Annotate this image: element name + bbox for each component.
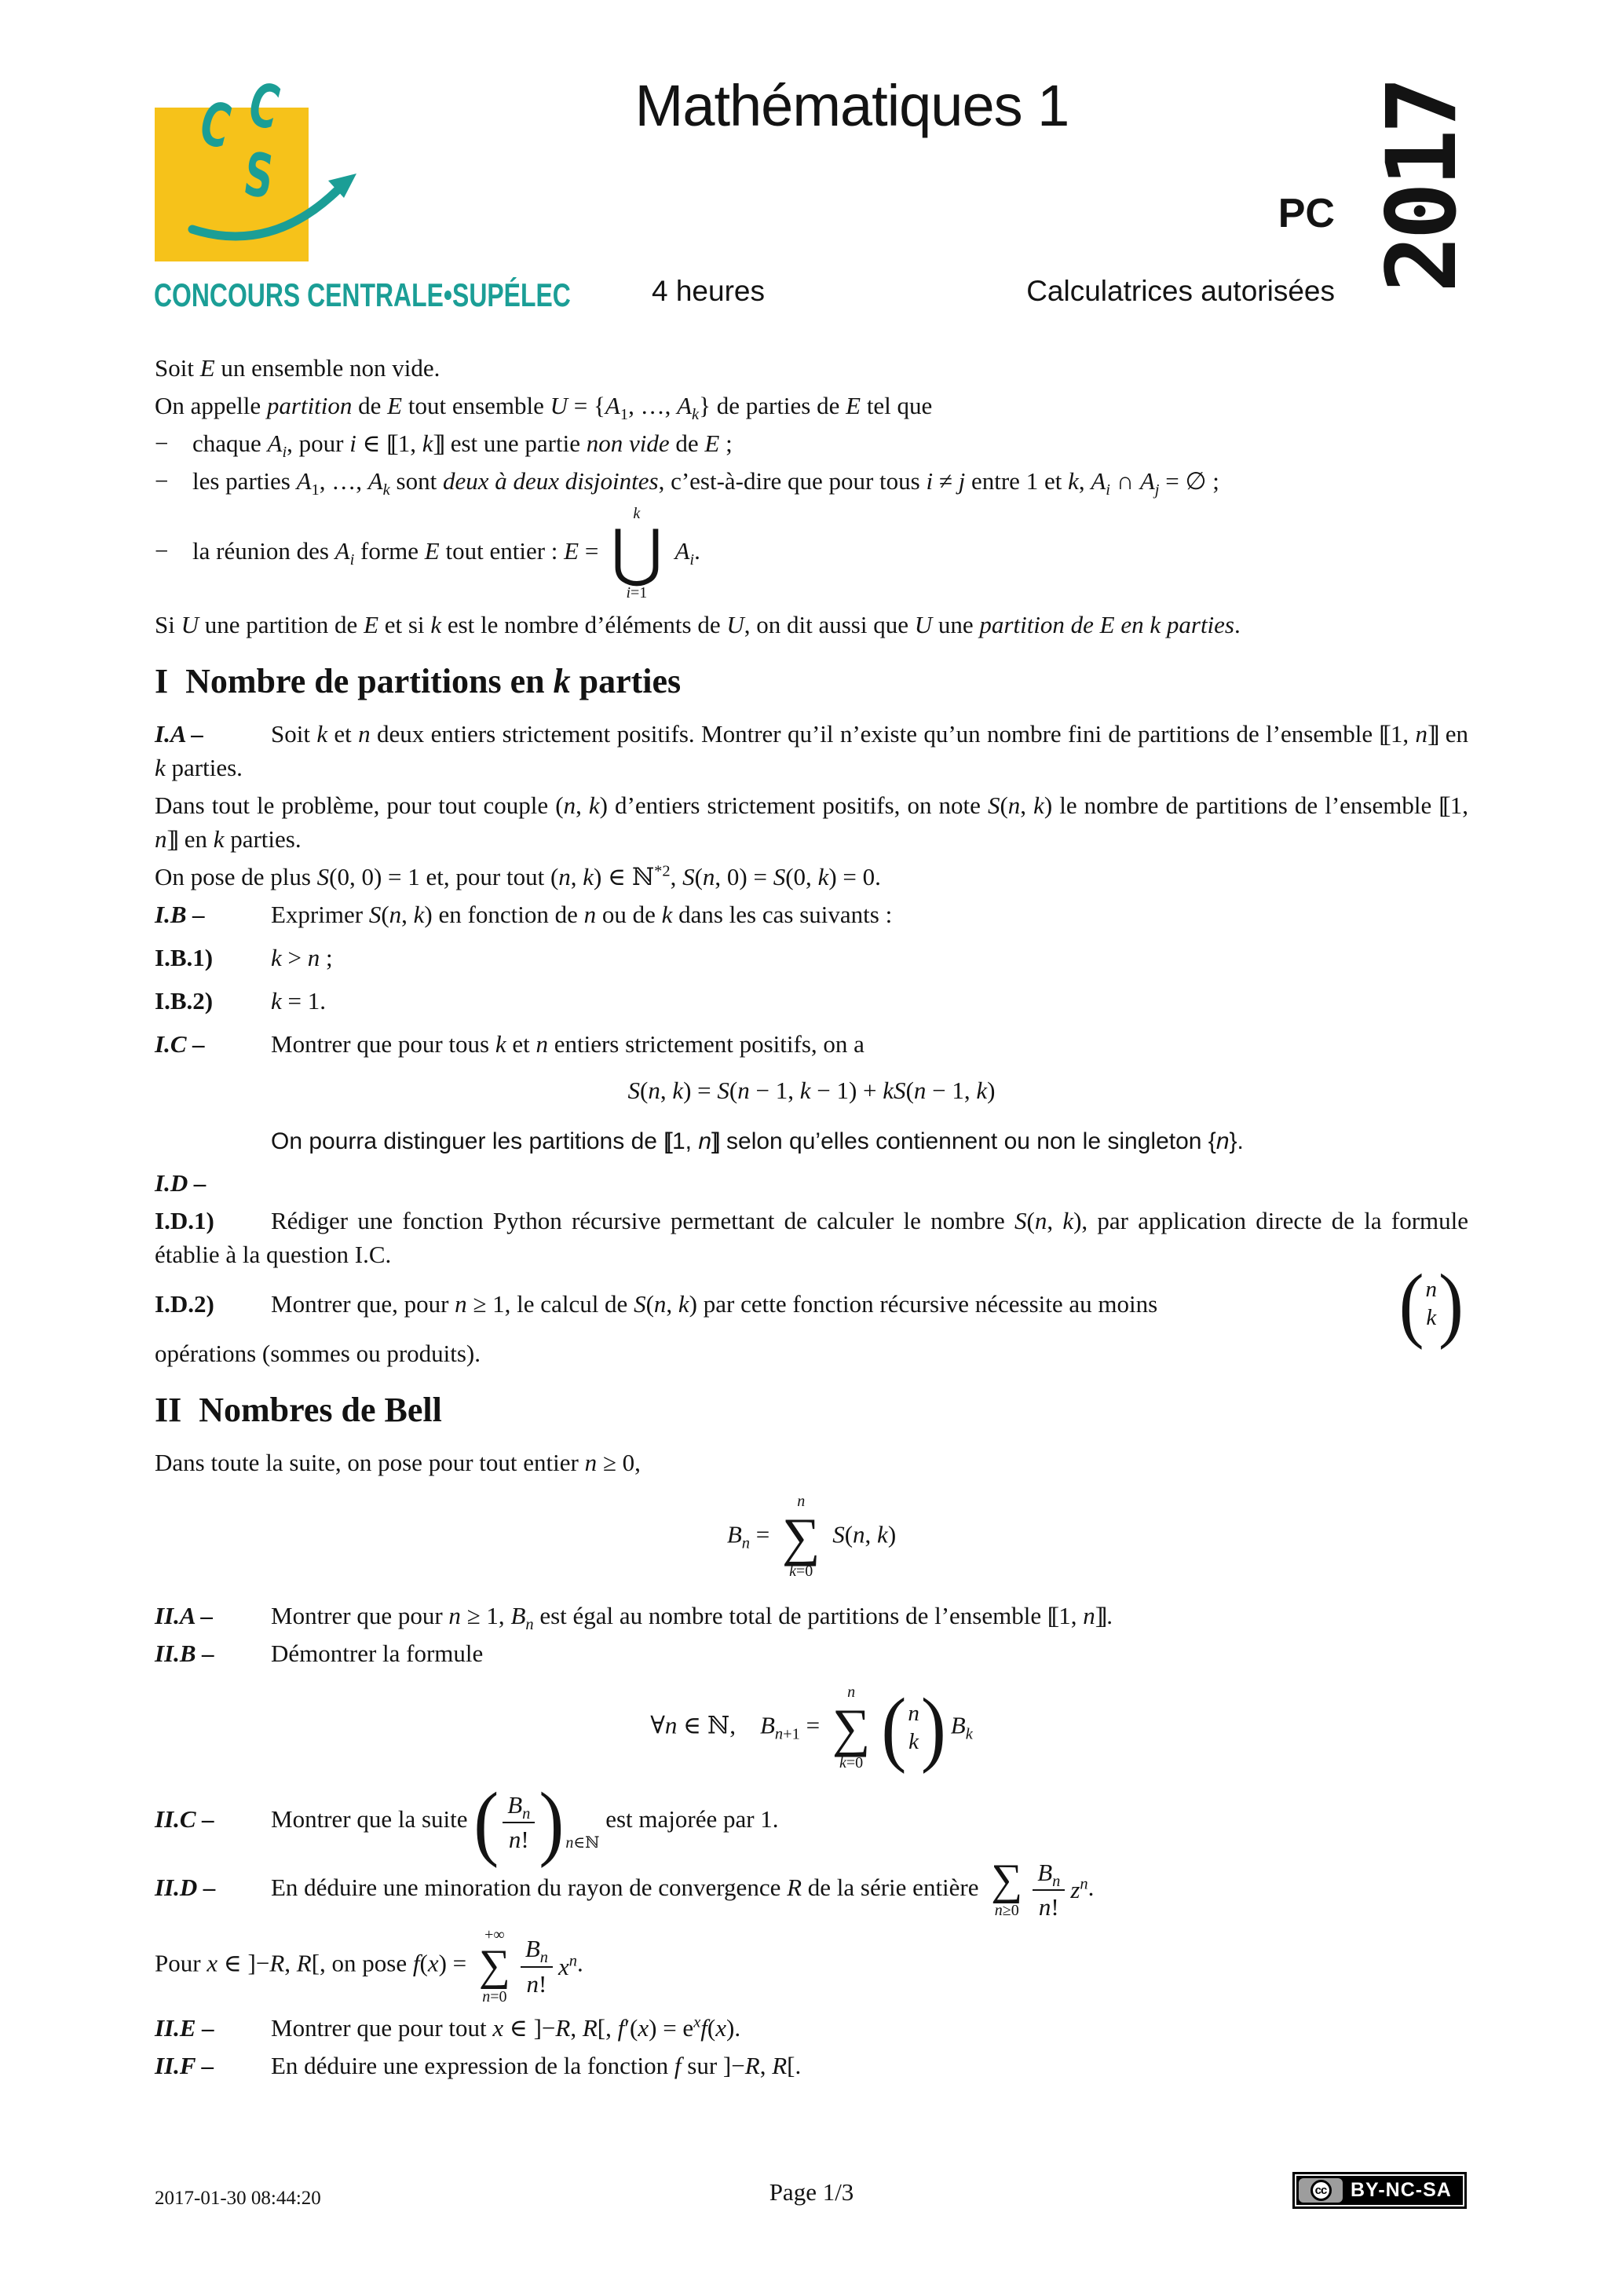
question-id2 <box>155 1256 1468 1351</box>
question-ia <box>155 717 1468 784</box>
bullet-item-2 <box>155 464 1468 498</box>
page-title: Mathématiques 1 <box>634 73 1069 138</box>
intro-paragraph-3: Si U une partition de E et si k est le nombre d’éléments de U, on dit aussi que U une partition de E en k parties. <box>155 611 1241 638</box>
cc-icon-tab <box>1299 2178 1343 2203</box>
paragraph-dans-tout: Dans tout le problème, pour tout couple (n, k) d’entiers strictement positifs, on note S(n, k) le nombre de partitions de l’ensemble [[ 1, n]] en k parties. <box>155 792 1468 853</box>
document-body <box>155 351 1468 2086</box>
year-banner <box>1365 59 1479 314</box>
question-iia-label: II.A – <box>155 1602 214 1630</box>
cc-icon: cc <box>1310 2180 1332 2201</box>
question-iif-text: En déduire une expression de la fonction f sur ]−R, R[. <box>271 2051 802 2079</box>
calculators-label: Calculatrices autorisées <box>1026 275 1335 307</box>
question-ib2-label: I.B.2) <box>155 987 214 1015</box>
bullet-text: chaque $A_i$, pour i ∈ [[ 1, k]] est une partie non vide de E ; <box>192 430 733 462</box>
question-iic <box>155 1774 1468 1869</box>
question-iib <box>155 1636 1468 1670</box>
question-id1-text: Rédiger une fonction Python récursive permettant de calculer le nombre S(n, k), par application directe de la formule établie à la question I.C. <box>155 1207 1468 1268</box>
organization-name: CONCOURS CENTRALE•SUPÉLEC <box>154 276 571 313</box>
intro-paragraph-2: On appelle partition de E tout ensemble $U = \{A_1$, …, $A_k$} de parties de E tel que <box>155 392 933 424</box>
paragraph-pour-x: Pour x ∈ ]−R, R[, on pose f(x) = +∞ ∑ n=0 $\frac{B_n}{n!}$ $x^n$ . <box>155 1926 583 2005</box>
question-id2-text: Montrer que, pour n ≥ 1, le calcul de S(n, k) par cette fonction récursive nécessite au moins <box>271 1289 1158 1318</box>
question-iie-text: Montrer que pour tout x ∈ ]−R, R[, $f'(x) = e^xf(x)$. <box>271 2013 741 2042</box>
question-iie-label: II.E – <box>155 2013 214 2042</box>
question-iid-label: II.D – <box>155 1873 216 1901</box>
bullet-text: les parties $A_1$, …, $A_k$ sont deux à deux disjointes, c’est-à-dire que pour tous i ≠ j entre 1 et k, $A_i$ ∩ $A_j$ = ∅ ; <box>192 467 1219 499</box>
question-ib2 <box>155 984 1468 1018</box>
hint-note-ic: On pourra distinguer les partitions de [[ 1, n]] selon qu’elles contiennent ou non le singleton {n}. <box>271 1128 1244 1154</box>
display-equation-recurrence: S(n, k) = S(n − 1, k − 1) + kS(n − 1, k) <box>627 1077 996 1104</box>
section-1-heading: I Nombre de partitions en k parties <box>155 662 682 700</box>
question-iia <box>155 1599 1468 1632</box>
logo-letter-c1: C <box>192 88 238 163</box>
question-iid-text: En déduire une minoration du rayon de convergence R de la série entière ∑ n≥0 $\frac{B_n}{n!}$ $z^n$ . <box>271 1855 1095 1921</box>
question-ic-label: I.C – <box>155 1030 205 1058</box>
question-ia-text: Soit k et n deux entiers strictement positifs. Montrer qu’il n’existe qu’un nombre fini de partitions de l’ensemble [[ 1, n]] en k parties. <box>155 720 1469 781</box>
question-iie <box>155 2011 1468 2045</box>
question-id1-label: I.D.1) <box>155 1207 214 1234</box>
duration-label: 4 heures <box>652 275 765 307</box>
question-iia-text: Montrer que pour n ≥ 1, $B_n$ est égal au nombre total de partitions de l’ensemble [[ 1, n]] . <box>271 1602 1113 1634</box>
question-iic-text: Montrer que la suite ( $\frac{B_n}{n!}$ ) n∈ℕ est majorée par 1. <box>271 1774 779 1869</box>
question-ib1 <box>155 941 1468 974</box>
question-ib2-text: k = 1. <box>271 987 326 1015</box>
footer-timestamp: 2017-01-30 08:44:20 <box>155 2188 321 2209</box>
year-text: 2017 <box>1365 80 1478 293</box>
question-ic-text: Montrer que pour tous k et n entiers strictement positifs, on a <box>271 1030 865 1058</box>
logo-letter-c2: C <box>241 69 287 144</box>
paragraph-on-pose: On pose de plus S(0, 0) = 1 et, pour tout (n, k) ∈ ℕ$^{*2}$, S(n, 0) = S(0, k) = 0. <box>155 862 881 890</box>
paragraph-dans-toute-la-suite: Dans toute la suite, on pose pour tout entier n ≥ 0, <box>155 1448 641 1476</box>
bullet-item-3 <box>155 504 1468 603</box>
question-ib1-label: I.B.1) <box>155 944 214 971</box>
question-iid <box>155 1855 1468 1921</box>
cc-badge-inner <box>1296 2176 1463 2205</box>
track-label: PC <box>1278 191 1335 236</box>
question-iic-label: II.C – <box>155 1805 214 1834</box>
footer-page-number: Page 1/3 <box>769 2178 854 2206</box>
bullet-dash: − <box>155 467 169 495</box>
question-ib-text: Exprimer S(n, k) en fonction de n ou de k dans les cas suivants : <box>271 901 893 928</box>
logo-letter-s: S <box>239 140 278 213</box>
question-ia-label: I.A – <box>155 720 204 748</box>
section-2-heading: II Nombres de Bell <box>155 1390 442 1429</box>
question-id2-label: I.D.2) <box>155 1289 214 1318</box>
cc-license-badge <box>1292 2172 1467 2209</box>
question-ib-label: I.B – <box>155 901 205 928</box>
display-equation-bell: $B_n$ = n ∑ k=0 S(n, k) <box>726 1492 897 1581</box>
binomial-coefficient: ( n k ) <box>1398 1256 1464 1351</box>
bullet-item-1 <box>155 426 1468 460</box>
question-ib <box>155 898 1468 931</box>
question-iif-label: II.F – <box>155 2051 214 2079</box>
cc-license-label: BY-NC-SA <box>1351 2179 1452 2201</box>
question-iib-text: Démontrer la formule <box>271 1640 484 1668</box>
bullet-text: la réunion des $A_i$ forme E tout entier : E = k ⋃ i=1 $A_i$. <box>192 505 700 601</box>
question-id-label: I.D – <box>155 1169 207 1197</box>
bullet-dash: − <box>155 430 169 457</box>
question-id <box>155 1166 1468 1200</box>
display-equation-binomial-sum: ∀n ∈ ℕ, $B_{n+1}$ = n ∑ k=0 ( n k ) $B_k$ <box>650 1680 973 1775</box>
bullet-dash: − <box>155 537 169 565</box>
question-ib1-text: k > n ; <box>271 944 333 971</box>
question-id2-continuation: opérations (sommes ou produits). <box>155 1339 481 1367</box>
intro-paragraph-1: Soit E un ensemble non vide. <box>155 354 440 382</box>
question-iif <box>155 2049 1468 2082</box>
question-ic <box>155 1027 1468 1061</box>
question-iib-label: II.B – <box>155 1640 214 1668</box>
question-id1 <box>155 1204 1468 1271</box>
